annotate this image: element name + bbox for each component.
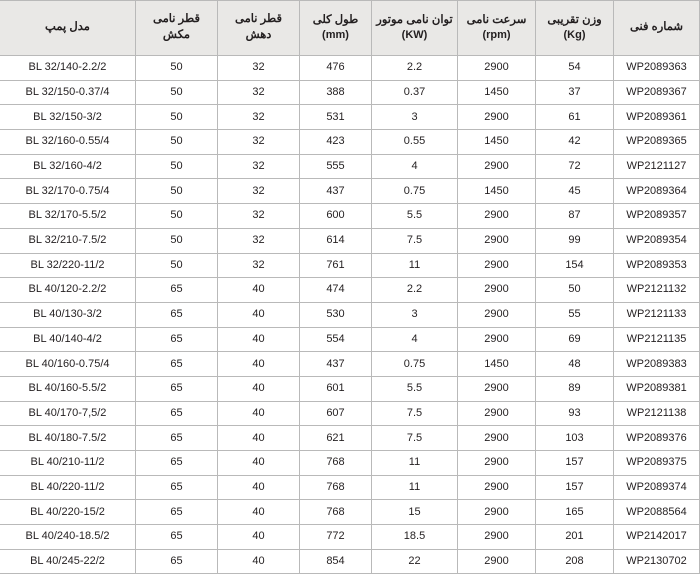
cell-suction: 65 (136, 302, 218, 327)
cell-discharge: 32 (218, 56, 300, 81)
cell-discharge: 40 (218, 327, 300, 352)
cell-discharge: 32 (218, 80, 300, 105)
cell-suction: 65 (136, 327, 218, 352)
cell-discharge: 32 (218, 105, 300, 130)
cell-power: 0.75 (372, 179, 458, 204)
cell-model: BL 40/210-11/2 (0, 451, 136, 476)
cell-speed: 2900 (458, 154, 536, 179)
cell-discharge: 40 (218, 302, 300, 327)
cell-weight: 61 (536, 105, 614, 130)
cell-speed: 1450 (458, 130, 536, 155)
table-row (0, 525, 700, 550)
column-header-unit: (rpm) (482, 29, 511, 42)
cell-weight: 55 (536, 302, 614, 327)
cell-length: 554 (300, 327, 372, 352)
cell-technical-number: WP2089375 (614, 451, 700, 476)
cell-weight: 103 (536, 426, 614, 451)
cell-speed: 2900 (458, 278, 536, 303)
table-row (0, 80, 700, 105)
cell-power: 18.5 (372, 525, 458, 550)
cell-suction: 65 (136, 451, 218, 476)
cell-length: 437 (300, 179, 372, 204)
table-row (0, 549, 700, 574)
cell-speed: 1450 (458, 179, 536, 204)
cell-technical-number: WP2089357 (614, 204, 700, 229)
cell-power: 4 (372, 154, 458, 179)
cell-weight: 93 (536, 401, 614, 426)
cell-power: 11 (372, 475, 458, 500)
table-row (0, 401, 700, 426)
cell-technical-number: WP2089353 (614, 253, 700, 278)
cell-model: BL 40/180-7.5/2 (0, 426, 136, 451)
table-row (0, 426, 700, 451)
cell-model: BL 40/220-15/2 (0, 500, 136, 525)
cell-technical-number: WP2121135 (614, 327, 700, 352)
cell-weight: 45 (536, 179, 614, 204)
cell-power: 15 (372, 500, 458, 525)
cell-model: BL 32/150-0.37/4 (0, 80, 136, 105)
cell-suction: 65 (136, 352, 218, 377)
cell-model: BL 32/210-7.5/2 (0, 228, 136, 253)
cell-discharge: 32 (218, 179, 300, 204)
cell-weight: 42 (536, 130, 614, 155)
cell-discharge: 32 (218, 130, 300, 155)
cell-technical-number: WP2089383 (614, 352, 700, 377)
table-row (0, 475, 700, 500)
cell-technical-number: WP2088564 (614, 500, 700, 525)
cell-technical-number: WP2089381 (614, 376, 700, 401)
cell-model: BL 32/160-4/2 (0, 154, 136, 179)
cell-suction: 50 (136, 80, 218, 105)
cell-discharge: 40 (218, 525, 300, 550)
column-header-title: قطر نامی مکش (153, 13, 200, 41)
cell-power: 7.5 (372, 401, 458, 426)
cell-technical-number: WP2121127 (614, 154, 700, 179)
cell-technical-number: WP2130702 (614, 549, 700, 574)
cell-speed: 2900 (458, 105, 536, 130)
cell-suction: 50 (136, 253, 218, 278)
cell-power: 4 (372, 327, 458, 352)
cell-weight: 69 (536, 327, 614, 352)
column-header-title: توان نامی موتور (376, 13, 453, 26)
cell-discharge: 40 (218, 426, 300, 451)
cell-speed: 1450 (458, 352, 536, 377)
cell-technical-number: WP2089363 (614, 56, 700, 81)
cell-model: BL 40/245-22/2 (0, 549, 136, 574)
cell-speed: 2900 (458, 376, 536, 401)
cell-suction: 65 (136, 525, 218, 550)
cell-length: 621 (300, 426, 372, 451)
cell-length: 388 (300, 80, 372, 105)
cell-weight: 157 (536, 451, 614, 476)
cell-discharge: 40 (218, 278, 300, 303)
cell-weight: 54 (536, 56, 614, 81)
cell-suction: 50 (136, 204, 218, 229)
column-header-unit: (KW) (401, 29, 428, 42)
cell-length: 614 (300, 228, 372, 253)
cell-power: 7.5 (372, 426, 458, 451)
cell-discharge: 32 (218, 154, 300, 179)
cell-weight: 89 (536, 376, 614, 401)
cell-power: 3 (372, 105, 458, 130)
cell-weight: 165 (536, 500, 614, 525)
cell-power: 5.5 (372, 204, 458, 229)
column-header-technical-number (614, 1, 700, 56)
column-header-title: طول کلی (312, 13, 359, 26)
table-row (0, 179, 700, 204)
column-header-title: شماره فنی (629, 21, 684, 34)
cell-technical-number: WP2089367 (614, 80, 700, 105)
cell-length: 768 (300, 475, 372, 500)
cell-suction: 50 (136, 154, 218, 179)
cell-discharge: 40 (218, 500, 300, 525)
cell-speed: 2900 (458, 475, 536, 500)
cell-discharge: 32 (218, 204, 300, 229)
cell-length: 768 (300, 451, 372, 476)
cell-discharge: 40 (218, 451, 300, 476)
cell-suction: 65 (136, 500, 218, 525)
cell-power: 22 (372, 549, 458, 574)
column-header-approx-weight (536, 1, 614, 56)
cell-model: BL 40/160-5.5/2 (0, 376, 136, 401)
cell-speed: 2900 (458, 327, 536, 352)
cell-length: 476 (300, 56, 372, 81)
cell-length: 607 (300, 401, 372, 426)
column-header-suction-nominal-diameter (136, 1, 218, 56)
cell-model: BL 40/240-18.5/2 (0, 525, 136, 550)
cell-power: 0.55 (372, 130, 458, 155)
cell-model: BL 32/150-3/2 (0, 105, 136, 130)
cell-weight: 157 (536, 475, 614, 500)
cell-suction: 50 (136, 130, 218, 155)
cell-speed: 2900 (458, 549, 536, 574)
cell-length: 530 (300, 302, 372, 327)
cell-speed: 2900 (458, 228, 536, 253)
table-row (0, 253, 700, 278)
cell-technical-number: WP2089361 (614, 105, 700, 130)
cell-speed: 1450 (458, 80, 536, 105)
column-header-title: قطر نامی دهش (235, 13, 282, 41)
cell-speed: 2900 (458, 401, 536, 426)
cell-suction: 50 (136, 105, 218, 130)
cell-length: 423 (300, 130, 372, 155)
cell-technical-number: WP2121133 (614, 302, 700, 327)
cell-power: 2.2 (372, 56, 458, 81)
column-header-rated-speed (458, 1, 536, 56)
cell-length: 854 (300, 549, 372, 574)
table-row (0, 56, 700, 81)
table-row (0, 302, 700, 327)
cell-suction: 65 (136, 401, 218, 426)
cell-speed: 2900 (458, 451, 536, 476)
cell-suction: 65 (136, 426, 218, 451)
cell-weight: 208 (536, 549, 614, 574)
cell-weight: 50 (536, 278, 614, 303)
column-header-title: سرعت نامی (466, 13, 527, 26)
cell-power: 0.37 (372, 80, 458, 105)
cell-length: 600 (300, 204, 372, 229)
cell-model: BL 40/140-4/2 (0, 327, 136, 352)
table-body (0, 56, 700, 574)
cell-technical-number: WP2121138 (614, 401, 700, 426)
cell-speed: 2900 (458, 204, 536, 229)
cell-model: BL 32/220-11/2 (0, 253, 136, 278)
table-row (0, 352, 700, 377)
cell-model: BL 32/160-0.55/4 (0, 130, 136, 155)
cell-discharge: 32 (218, 228, 300, 253)
cell-weight: 201 (536, 525, 614, 550)
cell-power: 5.5 (372, 376, 458, 401)
cell-suction: 65 (136, 376, 218, 401)
cell-length: 761 (300, 253, 372, 278)
cell-discharge: 32 (218, 253, 300, 278)
cell-weight: 99 (536, 228, 614, 253)
cell-length: 601 (300, 376, 372, 401)
cell-technical-number: WP2089365 (614, 130, 700, 155)
cell-speed: 2900 (458, 56, 536, 81)
column-header-unit: (Kg) (563, 29, 586, 42)
cell-speed: 2900 (458, 253, 536, 278)
cell-length: 474 (300, 278, 372, 303)
cell-technical-number: WP2089354 (614, 228, 700, 253)
cell-suction: 50 (136, 228, 218, 253)
cell-suction: 65 (136, 278, 218, 303)
cell-speed: 2900 (458, 525, 536, 550)
cell-power: 0.75 (372, 352, 458, 377)
column-header-pump-model (0, 1, 136, 56)
table-header (0, 1, 700, 56)
table-header-row (0, 1, 700, 56)
table-row (0, 105, 700, 130)
column-header-total-length (300, 1, 372, 56)
cell-model: BL 40/130-3/2 (0, 302, 136, 327)
cell-power: 11 (372, 253, 458, 278)
cell-length: 555 (300, 154, 372, 179)
cell-suction: 50 (136, 179, 218, 204)
table-row (0, 451, 700, 476)
cell-power: 11 (372, 451, 458, 476)
cell-power: 7.5 (372, 228, 458, 253)
cell-length: 531 (300, 105, 372, 130)
table-row (0, 500, 700, 525)
cell-weight: 48 (536, 352, 614, 377)
column-header-rated-motor-power (372, 1, 458, 56)
table-row (0, 376, 700, 401)
cell-technical-number: WP2089374 (614, 475, 700, 500)
cell-length: 437 (300, 352, 372, 377)
cell-length: 772 (300, 525, 372, 550)
table-row (0, 154, 700, 179)
cell-speed: 2900 (458, 500, 536, 525)
cell-suction: 65 (136, 475, 218, 500)
cell-suction: 50 (136, 56, 218, 81)
cell-weight: 37 (536, 80, 614, 105)
cell-weight: 87 (536, 204, 614, 229)
table-row (0, 130, 700, 155)
cell-technical-number: WP2121132 (614, 278, 700, 303)
column-header-unit: (mm) (322, 29, 349, 42)
cell-power: 3 (372, 302, 458, 327)
column-header-title: وزن تقریبی (547, 13, 602, 26)
cell-discharge: 40 (218, 352, 300, 377)
cell-speed: 2900 (458, 302, 536, 327)
cell-model: BL 40/220-11/2 (0, 475, 136, 500)
cell-model: BL 40/120-2.2/2 (0, 278, 136, 303)
cell-model: BL 40/170-7,5/2 (0, 401, 136, 426)
cell-model: BL 32/170-5.5/2 (0, 204, 136, 229)
cell-discharge: 40 (218, 376, 300, 401)
cell-technical-number: WP2089376 (614, 426, 700, 451)
cell-weight: 154 (536, 253, 614, 278)
column-header-discharge-nominal-diameter (218, 1, 300, 56)
table-row (0, 278, 700, 303)
cell-discharge: 40 (218, 549, 300, 574)
cell-model: BL 32/170-0.75/4 (0, 179, 136, 204)
cell-suction: 65 (136, 549, 218, 574)
cell-weight: 72 (536, 154, 614, 179)
cell-speed: 2900 (458, 426, 536, 451)
table-row (0, 327, 700, 352)
cell-technical-number: WP2142017 (614, 525, 700, 550)
cell-length: 768 (300, 500, 372, 525)
cell-model: BL 40/160-0.75/4 (0, 352, 136, 377)
cell-technical-number: WP2089364 (614, 179, 700, 204)
cell-discharge: 40 (218, 475, 300, 500)
cell-model: BL 32/140-2.2/2 (0, 56, 136, 81)
column-header-title: مدل پمپ (45, 21, 90, 34)
table-row (0, 204, 700, 229)
cell-power: 2.2 (372, 278, 458, 303)
cell-discharge: 40 (218, 401, 300, 426)
table-row (0, 228, 700, 253)
